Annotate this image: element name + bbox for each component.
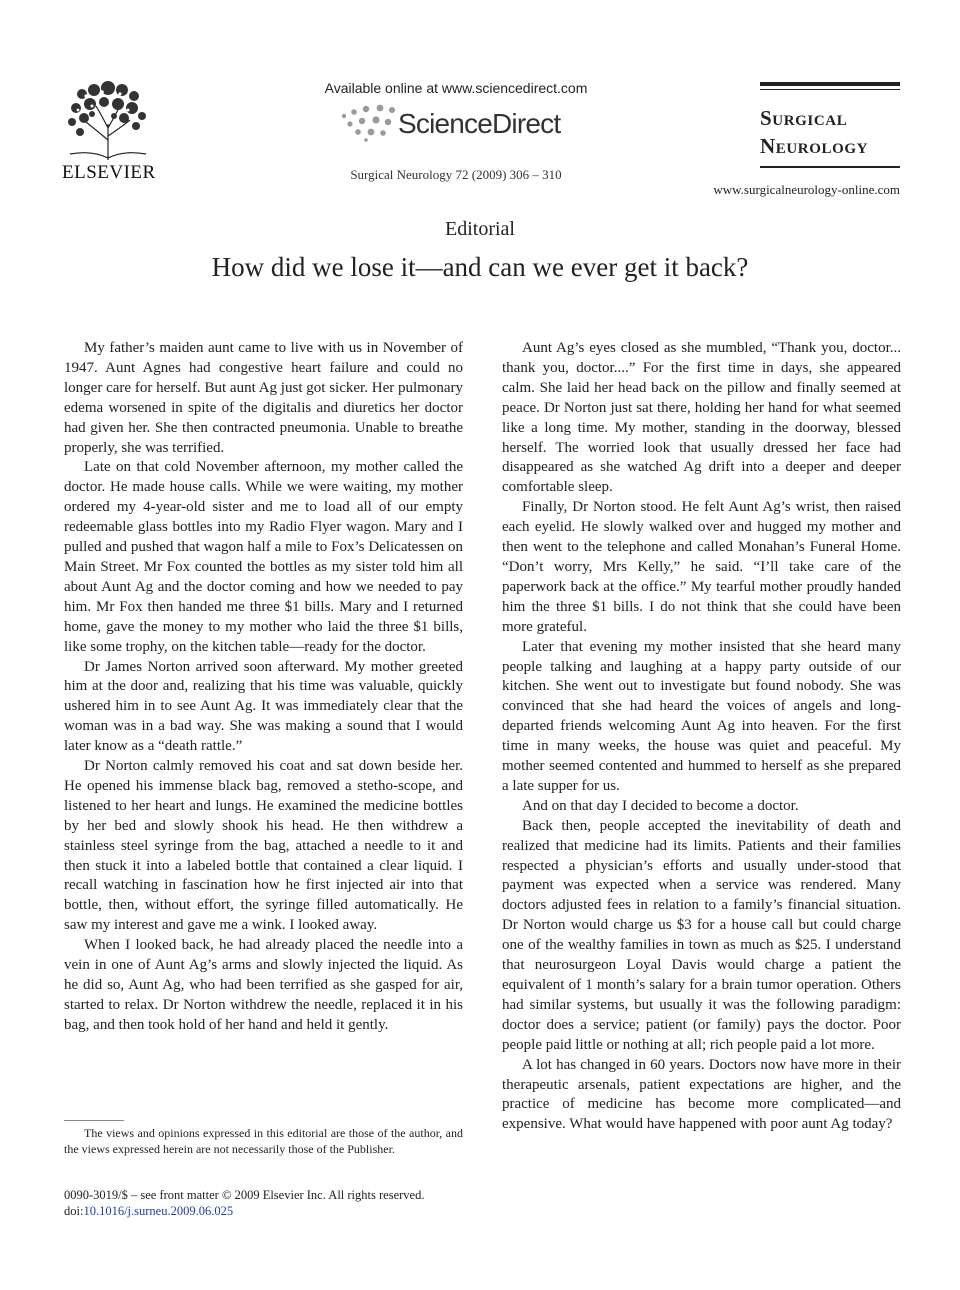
sciencedirect-logo (338, 100, 578, 144)
paragraph: Finally, Dr Norton stood. He felt Aunt Ag’s wrist, then raised each eyelid. He slowly walked over and hugged my mother and then went to the telephone and called Monahan’s Funeral Home. “Don’t worry, Mrs Kelly,” he said. “I’ll take care of the paperwork back at the office.” My tearful mother proudly handed him the three $1 bills. I do not think that she could have been more grateful. (502, 499, 901, 635)
brand-rule-top-thin (760, 89, 900, 90)
paragraph: When I looked back, he had already placed the needle into a vein in one of Aunt Ag’s arms and slowly injected the liquid. As he did so, Aunt Ag, who had been terrified as she gasped for air, started to relax. Dr Norton withdrew the needle, replaced it in his bag, and then took hold of her hand and held it gently. (64, 937, 463, 1033)
journal-citation: Surgical Neurology 72 (2009) 306 – 310 (350, 167, 562, 182)
copyright-line: 0090-3019/$ – see front matter © 2009 Elsevier Inc. All rights reserved. (64, 1188, 425, 1202)
elsevier-tree-icon (62, 80, 154, 162)
journal-url-link[interactable]: www.surgicalneurology-online.com (713, 182, 900, 197)
elsevier-logo (62, 80, 154, 182)
available-online-text: Available online at www.sciencedirect.com (324, 80, 588, 96)
article-title: How did we lose it—and can we ever get it back? (211, 252, 749, 282)
doi-link[interactable]: 10.1016/j.surneu.2009.06.025 (83, 1204, 234, 1218)
doi-line (64, 1203, 484, 1220)
paragraph: A lot has changed in 60 years. Doctors now have more in their therapeutic arsenals, patient expectations are higher, and the practice of medicine has become more complicated—and expensive. What would have happened with poor aunt Ag today? (502, 1056, 901, 1133)
paragraph: Later that evening my mother insisted that she heard many people talking and laughing at a happy party outside of our kitchen. She went out to investigate but found nobody. She was convinced that she had heard the voices of angels and long-departed friends welcoming Aunt Ag into heaven. For the first time in many weeks, the house was quiet and peaceful. My mother seemed contented and hummed to herself as she prepared a late supper for us. (502, 638, 901, 794)
journal-brand (760, 82, 900, 168)
paragraph: Dr Norton calmly removed his coat and sat down beside her. He opened his immense black bag, removed a stetho-scope, and listened to her heart and lungs. He examined the medicine bottles by her bed and slowly shook his head. He then withdrew a stainless steel syringe from the bag, attached a needle to it and then stuck it into a labeled bottle that contained a clear liquid. I recall watching in fascination how he first injected air into that bottle, then, without effort, the syringe filled automatically. He saw my interest and gave me a wink. I looked away. (64, 758, 463, 934)
body-column-right (502, 339, 901, 1135)
brand-rule-bottom (760, 166, 900, 168)
journal-brand-line1: Surgical (760, 106, 848, 130)
paragraph: My father’s maiden aunt came to live with us in November of 1947. Aunt Agnes had congestive heart failure and could no longer care for herself. But aunt Ag just got sicker. Her pulmonary edema worsened in spite of the digitalis and diuretics her doctor had given her. She then contracted pneumonia. Unable to breathe properly, she was terrified. (64, 340, 463, 456)
sciencedirect-dots-icon (338, 102, 400, 142)
footnote: The views and opinions expressed in this editorial are those of the author, and the views expressed herein are not necessarily those of the Publisher. (64, 1126, 463, 1156)
paragraph: Dr James Norton arrived soon afterward. My mother greeted him at the door and, realizing that his time was valuable, quickly ushered him in to see Aunt Ag. It was immediately clear that the woman was in a bad way. She was making a sound that I would later know as a “death rattle.” (64, 658, 463, 755)
paragraph: Late on that cold November afternoon, my mother called the doctor. He made house calls. While we were waiting, my mother ordered my 4-year-old sister and me to load all of our empty redeemable glass bottles into my Radio Flyer wagon. Mary and I pulled and pushed that wagon half a mile to Fox’s Delicatessen on Main Street. Mr Fox counted the bottles as my sister told him all about Aunt Ag and the doctor coming and how we needed to pay him. Mr Fox then handed me three $1 bills. Mary and I returned home, gave the money to my mother who laid the three $1 bills, like some trophy, on the kitchen table—ready for the doctor. (64, 459, 463, 655)
paragraph: Aunt Ag’s eyes closed as she mumbled, “Thank you, doctor... thank you, doctor....” For the first time in days, she appeared calm. She laid her head back on the pillow and finally seemed at peace. Dr Norton just sat there, holding her hand for what seemed like a long time. My mother, standing in the doorway, blessed herself. The worried look that usually dressed her face had disappeared as she watched Ag drift into a deeper and deeper comfortable sleep. (502, 340, 901, 496)
footnote-divider (64, 1120, 124, 1121)
sciencedirect-wordmark: ScienceDirect (398, 108, 561, 139)
paragraph: Back then, people accepted the inevitability of death and realized that medicine had its limits. Patients and their families respected a physician’s efforts and usually under-stood that payment was expected when a service was rendered. Many doctors adjusted fees in relation to a family’s financial situation. Dr Norton would charge us $3 for a house call but could charge one of the wealthy families in town as much as $25. I understand that neurosurgeon Loyal Davis would charge a patient the equivalent of 1 month’s salary for a brain tumor operation. Others had similar systems, but usually it was the following paradigm: doctor does a service; patient (or family) pays the doctor. Poor people paid little or nothing at all; rich people paid a lot more. (502, 817, 901, 1053)
doi-prefix: doi: (64, 1204, 84, 1218)
elsevier-wordmark: ELSEVIER (62, 162, 156, 183)
body-column-left (64, 339, 463, 1036)
brand-rule-top (760, 82, 900, 86)
journal-brand-line2: Neurology (760, 134, 869, 158)
section-label: Editorial (445, 218, 515, 240)
paragraph: And on that day I decided to become a doctor. (522, 797, 799, 814)
